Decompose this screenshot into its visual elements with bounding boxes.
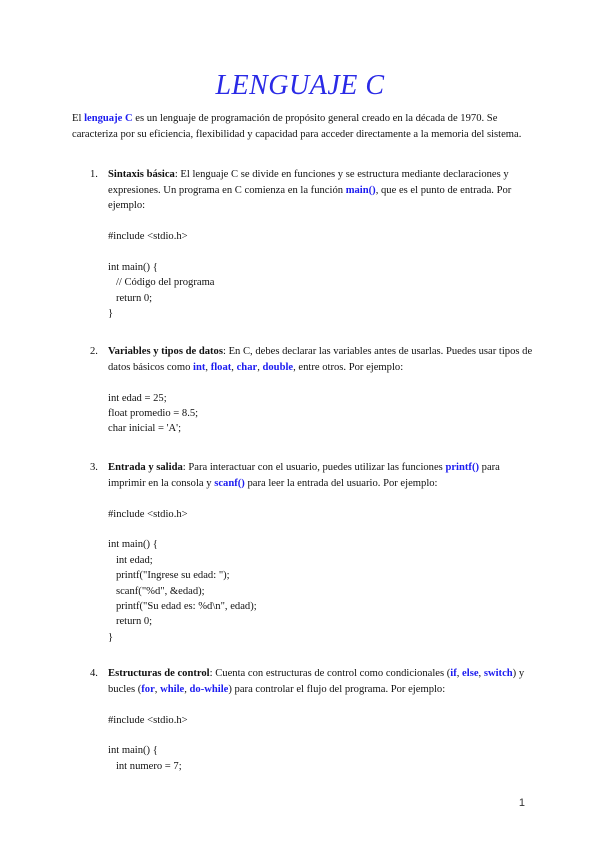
- section-1-text: 1. Sintaxis básica: El lenguaje C se divide en funciones y se estructura mediante declaraciones y expresiones. Un programa en C comienza en la función main(), que es el punto de entrada. Por ejemplo:: [90, 169, 512, 212]
- code-line: // Código del programa: [108, 277, 215, 289]
- code-line: char inicial = 'A';: [108, 423, 182, 435]
- code-line: int edad;: [108, 554, 153, 566]
- code-line: return 0;: [108, 292, 153, 304]
- code-line: [108, 522, 534, 537]
- page-number: 1: [518, 797, 525, 809]
- code-block-2: [72, 391, 534, 437]
- code-line: }: [108, 308, 114, 320]
- code-line: int edad = 25;: [108, 392, 167, 404]
- section-3-text: 3. Entrada y salida: Para interactuar con el usuario, puedes utilizar las funciones printf() para imprimir en la consola y scanf() para leer la entrada del usuario. Por ejemplo:: [90, 462, 500, 489]
- code-block-1: [72, 229, 534, 321]
- code-line: printf("Su edad es: %d\n", edad);: [108, 601, 257, 613]
- code-line: [108, 728, 534, 743]
- code-line: float promedio = 8.5;: [108, 407, 199, 419]
- code-line: int main() {: [108, 745, 158, 757]
- section-1: [72, 167, 534, 322]
- code-line: [108, 245, 534, 260]
- code-line: int main() {: [108, 261, 158, 273]
- code-line: int main() {: [108, 539, 158, 551]
- section-4-heading: Estructuras de control: [108, 668, 210, 679]
- code-line: int numero = 7;: [108, 760, 182, 772]
- code-line: printf("Ingrese su edad: ");: [108, 570, 230, 582]
- page-title: LENGUAJE C: [215, 70, 385, 101]
- code-line: #include <stdio.h>: [108, 231, 188, 243]
- section-1-heading: Sintaxis básica: [108, 169, 175, 180]
- intro-paragraph: El lenguaje C es un lenguaje de programación de propósito general creado en la década de 1970. Se caracteriza por su eficiencia, flexibilidad y capacidad para acceder directamente a la memoria del sistema.: [72, 113, 522, 140]
- section-3-heading: Entrada y salida: [108, 462, 183, 473]
- section-2: [72, 344, 534, 437]
- keyword-lenguaje-c: lenguaje C: [84, 113, 133, 124]
- section-2-heading: Variables y tipos de datos: [108, 346, 223, 357]
- section-4-text: 4. Estructuras de control: Cuenta con estructuras de control como condicionales (if, else, switch) y bucles (for, while, do-while) para controlar el flujo del programa. Por ejemplo:: [90, 668, 525, 695]
- code-line: scanf("%d", &edad);: [108, 585, 205, 597]
- code-block-3: [72, 507, 534, 646]
- code-line: #include <stdio.h>: [108, 714, 188, 726]
- section-2-text: 2. Variables y tipos de datos: En C, debes declarar las variables antes de usarlas. Puedes usar tipos de datos básicos como int, float, char, double, entre otros. Por ejemplo:: [90, 346, 533, 373]
- code-line: }: [108, 631, 114, 643]
- section-4: [72, 666, 534, 774]
- section-3: [72, 460, 534, 645]
- code-line: #include <stdio.h>: [108, 508, 188, 520]
- code-line: return 0;: [108, 616, 153, 628]
- code-block-4: [72, 713, 534, 775]
